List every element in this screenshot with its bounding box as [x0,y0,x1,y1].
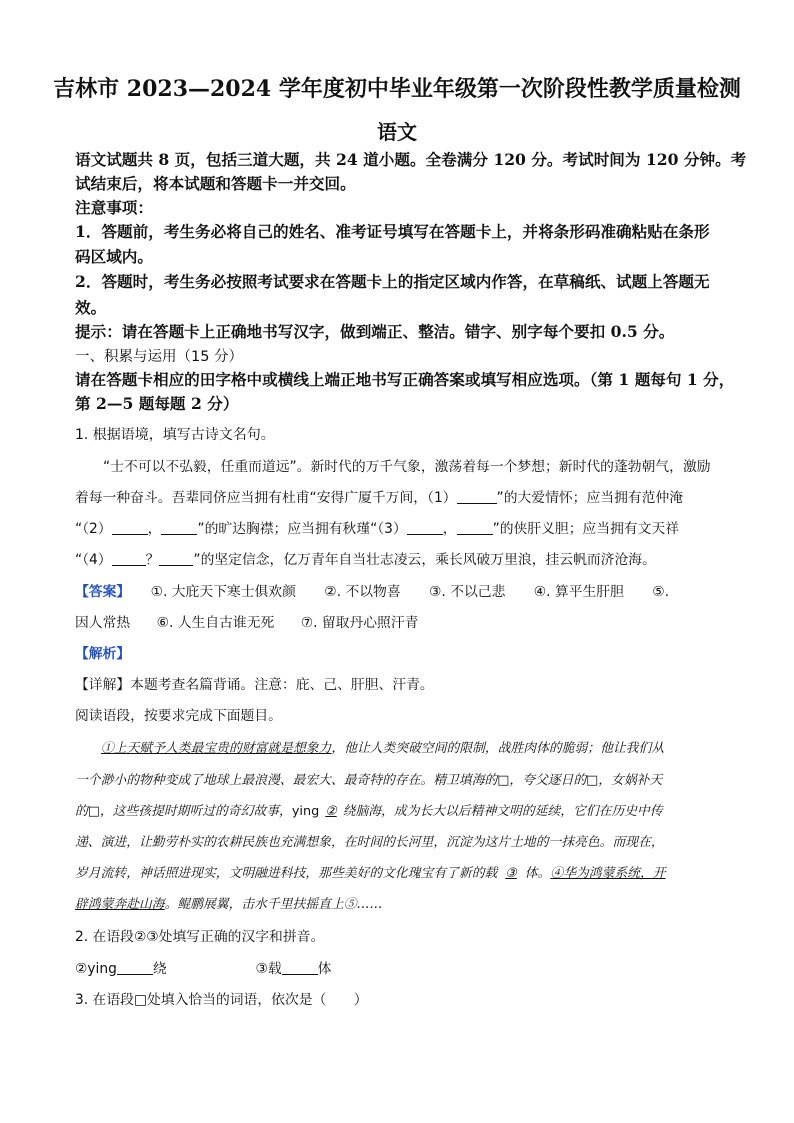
marker-2: ② [325,804,337,819]
reading-line-4: 递、演进，让勤劳朴实的农耕民族也充满想象，在时间的长河里，沉淀为这片土地的一抹亮色。而现在， [75,835,664,850]
q1-text: “（2） [75,521,112,537]
item-number: ④ [533,584,547,600]
q1-text: ”的侠肝义胆；应当拥有文天祥 [492,521,680,537]
reading-line-2: 一个渺小的物种变成了地球上最浪漫、最宏大、最奇特的存在。精卫填海的□，夸父逐日的□，女娲补天 [75,773,663,788]
notice-2-line-2: 效。 [75,298,107,317]
reading-line-1 [101,737,664,756]
subject-title: 语文 [377,120,417,144]
reading-line-6 [75,893,382,912]
answer-blank[interactable] [159,551,193,566]
q2-text: 体 [317,961,332,977]
item-text: 大庇天下寒士俱欢颜 [171,584,296,600]
reading-text: 的□，这些孩提时期听过的奇幻故事， [75,804,292,819]
section-1-instruction-1: 请在答题卡相应的田字格中或横线上端正地书写正确答案或填写相应选项。（第 1 题每句 1 分， [75,370,735,389]
answer-item-2: ②. 不以物喜 [324,584,401,600]
q1-text: ？ [145,552,160,568]
question-2-prompt: 2. 在语段②③处填写正确的汉字和拼音。 [75,929,325,945]
q1-text: “（4） [75,552,112,568]
item-number: ⑤ [652,584,665,600]
q1-text: ”的旷达胸襟；应当拥有秋瑾“（3） [197,521,407,537]
answer-blank[interactable] [407,520,443,535]
reading-text: 体。 [524,866,551,881]
reading-text: 岁月流转，神话照进现实，文明融进科技，那些美好的文化瑰宝有了新的载 [75,866,498,881]
item-text: 人生自古谁无死 [177,615,275,631]
q1-passage-line-3 [75,517,679,537]
answer-blank[interactable] [457,520,493,535]
section-1-heading: 一、积累与运用（15 分） [75,349,244,365]
notice-heading: 注意事项： [75,198,153,217]
exam-title: 吉林市 2023—2024 学年度初中毕业年级第一次阶段性教学质量检测 [53,76,741,102]
intro-line-2: 试结束后，将本试题和答题卡一并交回。 [75,174,356,193]
question-2-answer-row [75,957,331,977]
answer-blank[interactable] [112,520,148,535]
analysis-label: 【解析】 [75,646,131,662]
answer-item-7: ⑦. 留取丹心照汗青 [300,615,419,631]
q1-text: 着每一种奋斗。吾辈同侪应当拥有杜甫“安得广厦千万间，（1） [75,490,457,506]
answer-blank[interactable] [112,551,146,566]
reading-text: 绕脑海，成为长大以后精神文明的延续，它们在历史中传 [342,804,663,819]
q1-text: ， [147,521,162,537]
item-number: ③ [429,584,442,600]
underlined-sentence-4-end: 辟鸿蒙奔赴山海 [75,897,165,912]
question-1-prompt: 1. 根据语境，填写古诗文名句。 [75,427,275,443]
underlined-sentence: ①上天赋予人类最宝贵的财富就是想象力 [101,741,332,756]
reading-prompt: 阅读语段，按要求完成下面题目。 [75,708,282,724]
answer-item-3: ③. 不以己悲 [429,584,506,600]
pinyin-blank[interactable] [117,960,153,975]
item-text: 留取丹心照汗青 [321,615,419,631]
detail-text: 本题考查名篇背诵。注意：庇、己、肝胆、汗青。 [130,677,434,693]
detail-label: 【详解】 [75,677,131,693]
answer-label: 【答案】 [75,584,131,600]
pinyin-ying: ying [291,804,320,819]
notice-2-line-1: 2．答题时，考生务必按照考试要求在答题卡上的指定区域内作答，在草稿纸、试题上答题无 [75,272,710,291]
item-text: 算平生肝胆 [554,584,624,600]
answer-item-4: ④. 算平生肝胆 [533,584,624,600]
q2-label-3: ③载 [255,961,282,977]
item-number: ⑥ [156,615,169,631]
answer-line-2 [75,611,418,631]
answer-item-5-number: ⑤. [652,584,670,600]
notice-1-line-2: 码区域内。 [75,247,153,266]
analysis-detail [75,673,434,693]
item-text: 不以己悲 [450,584,506,600]
item-number: ① [150,584,163,600]
tip-line: 提示：请在答题卡上正确地书写汉字，做到端正、整洁。错字、别字每个要扣 0.5 分。 [75,322,675,341]
q1-passage-line-1: “士不可以不弘毅，任重而道远”。新时代的万千气象，激荡着每一个梦想；新时代的蓬勃朝气，激励 [103,459,711,475]
q1-passage-line-4 [75,548,656,568]
answer-item-6: ⑥. 人生自古谁无死 [156,615,275,631]
answer-line-1 [75,580,669,600]
q1-text: ”的大爱情怀；应当拥有范仲淹 [496,490,684,506]
answer-blank[interactable] [457,489,497,504]
question-3-prompt: 3. 在语段□处填入恰当的词语，依次是（ ） [75,992,368,1008]
q1-text: ， [442,521,457,537]
intro-line-1: 语文试题共 8 页，包括三道大题，共 24 道小题。全卷满分 120 分。考试时间为 120 分钟。考 [75,150,747,169]
q1-passage-line-2 [75,486,683,506]
reading-text: 。鲲鹏展翼，击水千里扶摇直上⑤…… [164,897,383,912]
answer-blank[interactable] [161,520,197,535]
underlined-sentence-4: ④华为鸿蒙系统，开 [550,866,666,881]
character-blank[interactable] [282,960,318,975]
item-number: ② [324,584,337,600]
answer-item-1: ①. 大庇天下寒士俱欢颜 [150,584,296,600]
q2-label-2: ②ying [75,961,117,977]
q1-text: ”的坚定信念，亿万青年自当壮志凌云，乘长风破万里浪，挂云帆而济沧海。 [193,552,656,568]
notice-1-line-1: 1．答题前，考生务必将自己的姓名、准考证号填写在答题卡上，并将条形码准确粘贴在条形 [75,222,710,241]
section-1-instruction-2: 第 2—5 题每题 2 分） [75,394,239,413]
item-text: 因人常热 [75,615,131,631]
reading-line-3 [75,800,663,819]
item-number: ⑦ [300,615,314,631]
marker-3: ③ [505,866,517,881]
item-text: 不以物喜 [345,584,401,600]
reading-text: ，他让人类突破空间的限制，战胜肉体的脆弱；他让我们从 [331,741,665,756]
reading-line-5 [75,862,666,881]
q2-text: 绕 [152,961,167,977]
